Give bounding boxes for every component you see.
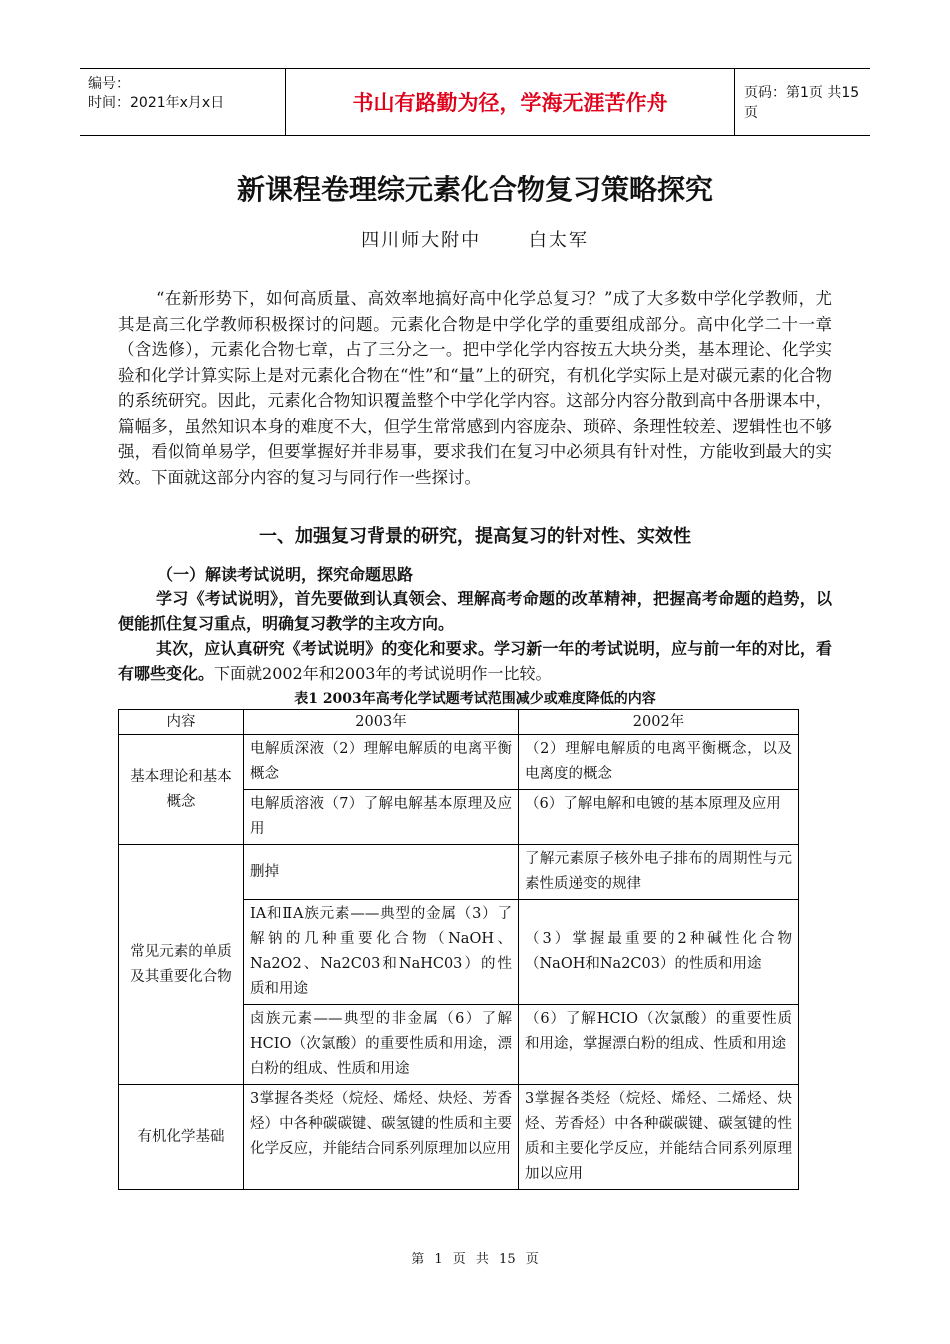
table-cell-2003: 卤族元素——典型的非金属（6）了解HCIO（次氯酸）的重要性质和用途，漂白粉的组成、性质和用途 — [244, 1005, 519, 1085]
page-title: 新课程卷理综元素化合物复习策略探究 — [236, 173, 713, 206]
header-bar — [80, 68, 870, 136]
table-row — [119, 735, 799, 790]
header-meta — [88, 75, 224, 113]
table-header-cell: 2003年 — [244, 710, 519, 735]
table-cell-2003: 电解质溶液（7）了解电解基本原理及应用 — [244, 790, 519, 845]
doc-time-label: 时间：2021年x月x日 — [88, 95, 225, 111]
table-cell-2003: 3掌握各类烃（烷烃、烯烃、炔烃、芳香烃）中各种碳碳键、碳氢键的性质和主要化学反应，并能结合同系列原理加以应用 — [244, 1085, 519, 1190]
category-cell: 有机化学基础 — [119, 1085, 244, 1190]
header-page-info: 页码：第1页 共15页 — [744, 85, 860, 121]
category-cell: 基本理论和基本概念 — [119, 735, 244, 845]
table-header-cell: 2002年 — [519, 710, 799, 735]
paragraph-2 — [118, 636, 832, 686]
table-cell-2003: IA和ⅡA族元素——典型的金属（3）了解钠的几种重要化合物（NaOH、Na2O2、Na2C03和NaHC03）的性质和用途 — [244, 900, 519, 1005]
table-header-cell: 内容 — [119, 710, 244, 735]
intro-paragraph: “在新形势下，如何高质量、高效率地搞好高中化学总复习？”成了大多数中学化学教师，尤其是高三化学教师积极探讨的问题。元素化合物是中学化学的重要组成部分。高中化学二十一章（含选修），元素化合物七章，占了三分之一。把中学化学内容按五大块分类，基本理论、化学实验和化学计算实际上是对元素化合物在“性”和“量”上的研究，有机化学实际上是对碳元素的化合物的系统研究。因此，元素化合物知识覆盖整个中学化学内容。这部分内容分散到高中各册课本中，篇幅多，虽然知识本身的难度不大，但学生常常感到内容庞杂、琐碎、条理性较差、逻辑性也不够强，看似简单易学，但要掌握好并非易事，要求我们在复习中必须具有针对性，方能收到最大的实效。下面就这部分内容的复习与同行作一些探讨。 — [118, 289, 832, 487]
table-cell-2003: 电解质深液（2）理解电解质的电离平衡概念 — [244, 735, 519, 790]
table-row — [119, 845, 799, 900]
header-motto: 书山有路勤为径，学海无涯苦作舟 — [285, 69, 735, 135]
table-cell-2002: 了解元素原子核外电子排布的周期性与元素性质递变的规律 — [519, 845, 799, 900]
author-line: 四川师大附中 白太军 — [361, 230, 589, 251]
table-header-row — [119, 710, 799, 735]
table-caption: 表1 2003年高考化学试题考试范围减少或难度降低的内容 — [294, 691, 656, 707]
table-cell-2003: 删掉 — [244, 845, 519, 900]
doc-number-label: 编号： — [88, 76, 130, 92]
table-cell-2002: （3）掌握最重要的2种碱性化合物（NaOH和Na2C03）的性质和用途 — [519, 900, 799, 1005]
paragraph-2-bold: 其次，应认真研究《考试说明》的变化和要求。学习新一年的考试说明，应与前一年的对比，看有哪些变化。 — [118, 639, 832, 683]
table-cell-2002: （6）了解HCIO（次氯酸）的重要性质和用途，掌握漂白粉的组成、性质和用途 — [519, 1005, 799, 1085]
paragraph-1: 学习《考试说明》，首先要做到认真领会、理解高考命题的改革精神，把握高考命题的趋势，以便能抓住复习重点，明确复习教学的主攻方向。 — [118, 589, 832, 633]
table-cell-2002: （6）了解电解和电镀的基本原理及应用 — [519, 790, 799, 845]
table-row — [119, 1085, 799, 1190]
table-cell-2002: 3掌握各类烃（烷烃、烯烃、二烯烃、炔烃、芳香烃）中各种碳碳键、碳氢键的性质和主要化学反应，并能结合同系列原理加以应用 — [519, 1085, 799, 1190]
page-footer: 第 1 页 共 15 页 — [411, 1252, 539, 1267]
comparison-table — [118, 709, 799, 1190]
table-cell-2002: （2）理解电解质的电离平衡概念，以及电离度的概念 — [519, 735, 799, 790]
subsection-heading-1: （一）解读考试说明，探究命题思路 — [157, 565, 414, 584]
paragraph-2-rest: 下面就2002年和2003年的考试说明作一比较。 — [214, 664, 552, 683]
category-cell: 常见元素的单质及其重要化合物 — [119, 845, 244, 1085]
section-heading-1: 一、加强复习背景的研究，提高复习的针对性、实效性 — [259, 526, 691, 547]
